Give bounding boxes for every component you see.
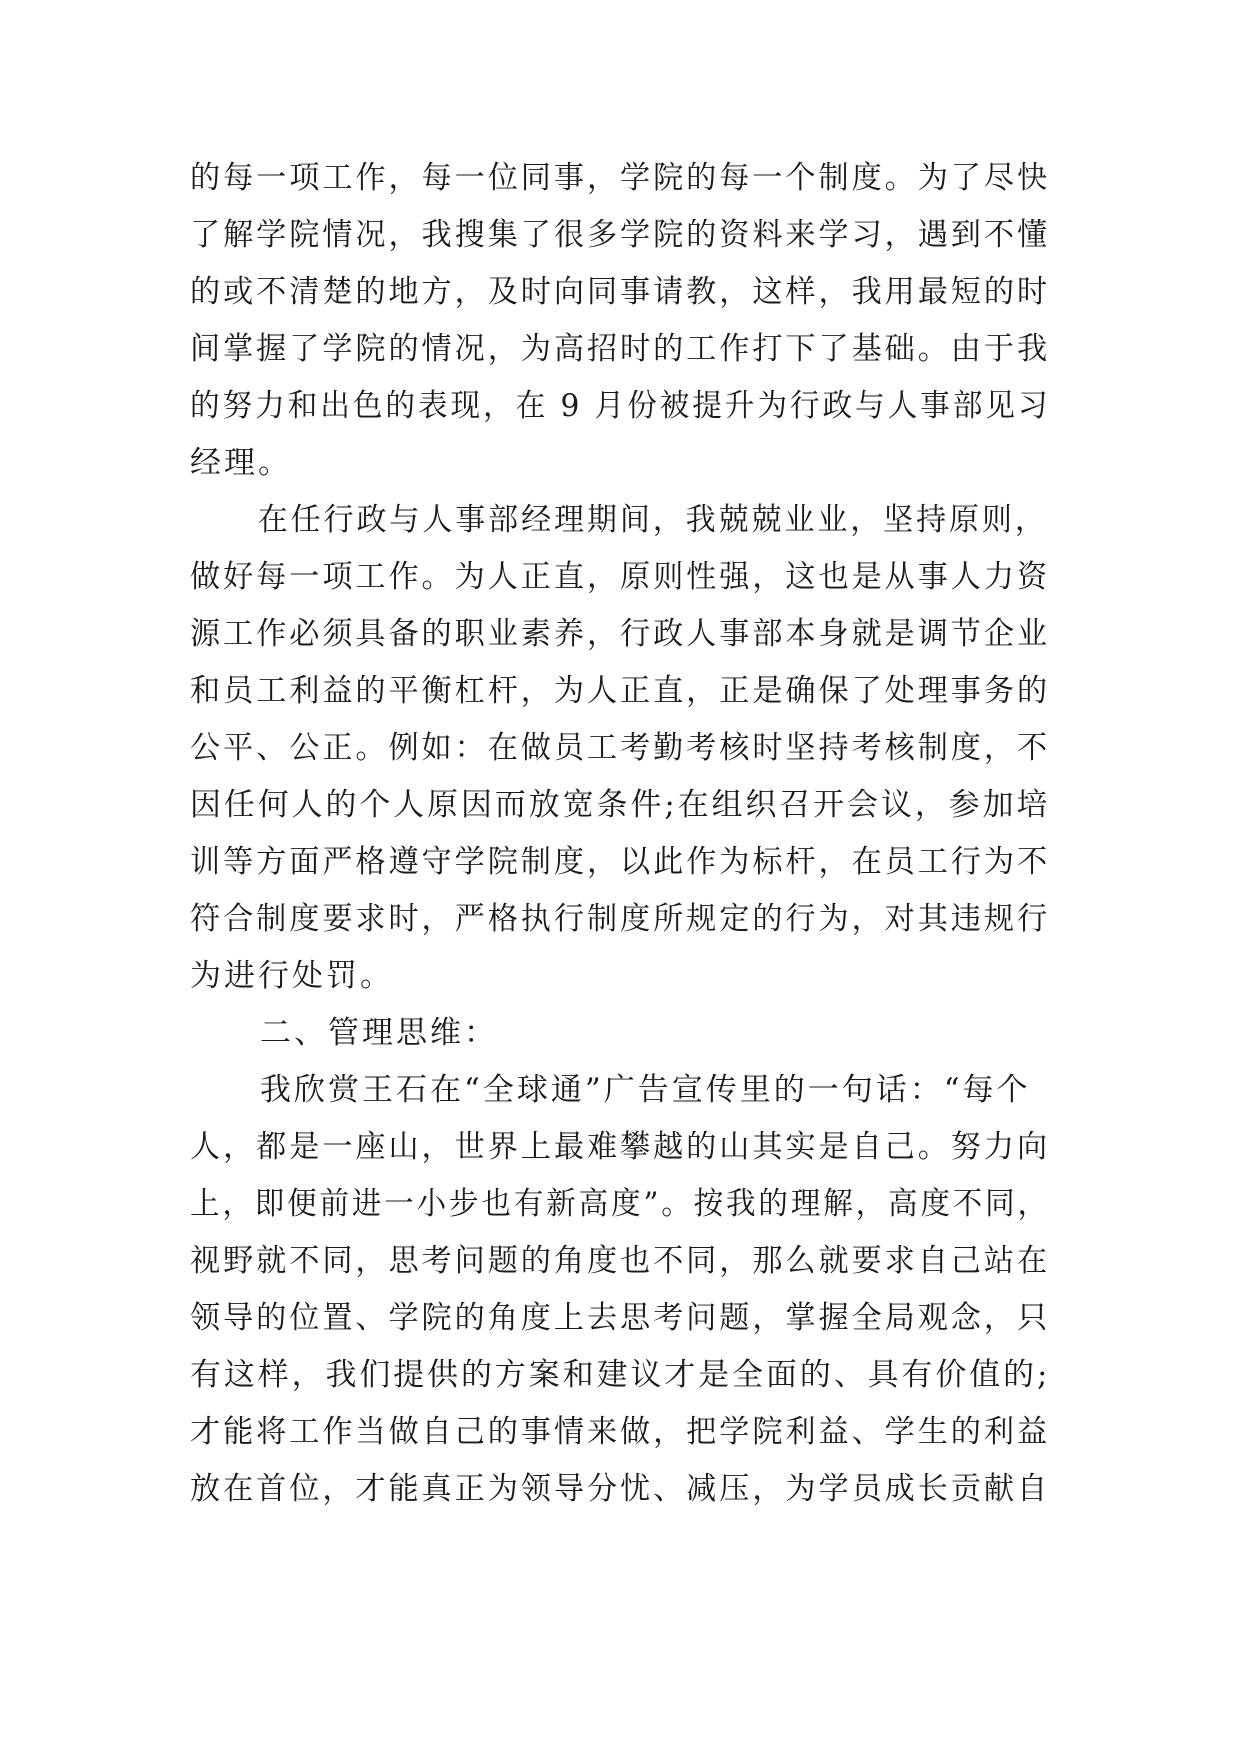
text-line: 公平、公正。例如：在做员工考勤考核时坚持考核制度，不: [190, 730, 1051, 766]
text-line: 我欣赏王石在“全球通”广告宣传里的一句话：“每个: [260, 1072, 1031, 1108]
text-line: 源工作必须具备的职业素养，行政人事部本身就是调节企业: [190, 616, 1051, 652]
text-line: 间掌握了学院的情况，为高招时的工作打下了基础。由于我: [190, 331, 1051, 367]
text-line: 的或不清楚的地方，及时向同事请教，这样，我用最短的时: [190, 274, 1051, 310]
text-line: 因任何人的个人原因而放宽条件;在组织召开会议，参加培: [190, 787, 1051, 823]
text-line: 视野就不同，思考问题的角度也不同，那么就要求自己站在: [190, 1243, 1051, 1279]
text-line: 领导的位置、学院的角度上去思考问题，掌握全局观念，只: [190, 1300, 1051, 1336]
text-line: 才能将工作当做自己的事情来做，把学院利益、学生的利益: [190, 1414, 1051, 1450]
text-line: 人，都是一座山，世界上最难攀越的山其实是自己。努力向: [190, 1129, 1051, 1165]
text-line: 二、管理思维：: [260, 1015, 498, 1051]
text-line: 经理。: [190, 445, 292, 481]
text-line: 在任行政与人事部经理期间，我兢兢业业，坚持原则，: [257, 502, 1048, 538]
text-line: 做好每一项工作。为人正直，原则性强，这也是从事人力资: [190, 559, 1051, 595]
text-line: 和员工利益的平衡杠杆，为人正直，正是确保了处理事务的: [190, 673, 1051, 709]
text-line: 的每一项工作，每一位同事，学院的每一个制度。为了尽快: [190, 160, 1051, 196]
text-line: 训等方面严格遵守学院制度，以此作为标杆，在员工行为不: [190, 844, 1051, 880]
text-line: 上，即便前进一小步也有新高度”。按我的理解，高度不同，: [190, 1186, 1050, 1222]
body-text: [190, 150, 1050, 1518]
text-line: 了解学院情况，我搜集了很多学院的资料来学习，遇到不懂: [190, 217, 1051, 253]
text-line: 放在首位，才能真正为领导分忧、减压，为学员成长贡献自: [190, 1471, 1051, 1507]
text-line: 有这样，我们提供的方案和建议才是全面的、具有价值的;: [190, 1357, 1051, 1393]
text-line: 符合制度要求时，严格执行制度所规定的行为，对其违规行: [190, 901, 1051, 937]
text-line: 的努力和出色的表现，在 9 月份被提升为行政与人事部见习: [190, 388, 1051, 424]
text-line: 为进行处罚。: [190, 958, 394, 994]
